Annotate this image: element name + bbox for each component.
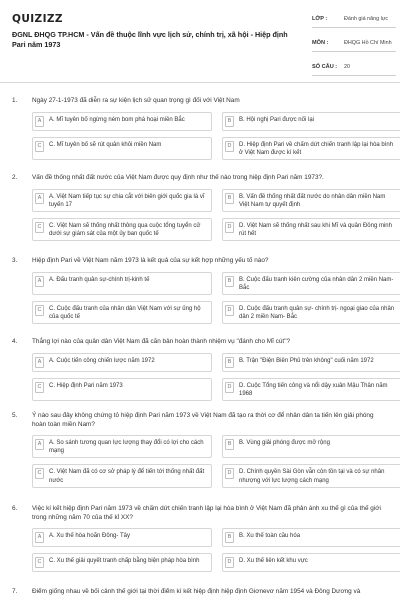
question-number: 6. [12,505,18,512]
question-count-field [312,64,396,76]
divider [312,51,396,52]
question-text: Điểm giống nhau về bối cảnh thế giới tại thời điểm kí kết hiệp định hiệp định Giơnevơ năm 1954 và Đông Dương và [32,588,361,595]
subject-field [312,40,396,52]
option-letter: B [225,116,234,127]
question-6 [12,505,388,572]
option-letter: D [225,305,234,316]
question-number: 1. [12,97,18,104]
divider [312,75,396,76]
question-2 [12,174,392,241]
option-text: D. Xu thế liên kết khu vực [239,558,308,565]
option-text: A. Mĩ tuyên bố ngừng ném bom phá hoại miền Bắc [49,116,185,123]
option-letter: D [225,222,234,233]
question-text: Việc kí kết hiệp định Pari năm 1973 về chấm dứt chiến tranh lập lại hòa bình ở Việt Nam đã phản ánh xu thế gì của thế giới trong những năm 70 của thế kỉ XX? [32,505,381,521]
answer-option-a[interactable] [32,112,212,131]
question-text: Thắng lợi nào của quân dân Việt Nam đã căn bản hoàn thành nhiệm vụ "đánh cho Mĩ cút"? [32,338,291,345]
option-letter: A [35,193,44,204]
question-number: 2. [12,174,18,181]
answer-option-b[interactable] [222,353,400,372]
option-letter: C [35,468,44,479]
option-text: D. Cuộc đấu tranh quân sự- chính trị- ngoại giao của nhân dân 2 miền Nam- Bắc [239,305,395,320]
option-letter: B [225,532,234,543]
question-text: Ý nào sau đây không chứng tỏ hiệp định Pari năm 1973 về Việt Nam đã tạo ra thời cơ để nhân dân ta tiến lên giải phóng hoàn toàn miền Nam? [32,412,374,428]
option-text: B. Xu thế toàn cầu hóa [239,533,301,540]
class-field [312,16,396,28]
answer-option-d[interactable] [222,137,400,160]
option-text: C. Việt Nam sẽ thống nhất thông qua cuộc tổng tuyển cử dưới sự giám sát của một ủy ban quốc tế [49,222,201,237]
answer-options [32,112,394,160]
question-5 [12,412,388,488]
answer-option-d[interactable] [222,464,400,487]
answer-option-a[interactable] [32,189,212,212]
answer-options [32,189,392,241]
question-number: 7. [12,588,18,595]
option-text: C. Xu thế giải quyết tranh chấp bằng biện pháp hòa bình [49,558,200,565]
option-letter: B [225,439,234,450]
class-label: LỚP : [312,16,328,22]
option-text: D. Việt Nam sẽ thống nhất sau khi Mĩ và quân Đồng minh rút hết [239,222,392,237]
option-text: D. Hiệp định Pari về chấm dứt chiến tranh lập lại hòa bình ở Việt Nam được kí kết [239,141,394,156]
question-1 [12,97,394,160]
question-4 [12,338,388,401]
answer-option-c[interactable] [32,137,212,160]
answer-option-d[interactable] [222,301,400,324]
option-letter: D [225,468,234,479]
answer-option-a[interactable] [32,272,212,295]
option-letter: C [35,557,44,568]
answer-option-a[interactable] [32,435,212,458]
question-number: 3. [12,257,18,264]
option-letter: B [225,357,234,368]
answer-options [32,435,388,487]
question-text: Ngày 27-1-1973 đã diễn ra sự kiện lịch sử quan trọng gì đối với Việt Nam [32,97,240,104]
option-text: C. Việt Nam đã có cơ sở pháp lý để tiến tới thống nhất đất nước [49,469,205,484]
answer-option-b[interactable] [222,435,400,458]
option-text: D. Chính quyền Sài Gòn vẫn còn tồn tại và có sự nhân nhượng với lực lượng cách mạng [239,469,385,484]
subject-value: ĐHQG Hồ Chí Minh [344,40,392,46]
answer-option-b[interactable] [222,528,400,547]
question-text: Hiệp định Pari về Việt Nam năm 1973 là kết quả của sự kết hợp những yếu tố nào? [32,257,269,264]
option-letter: C [35,382,44,393]
answer-option-b[interactable] [222,189,400,212]
option-text: B. Vùng giải phóng được mở rộng [239,440,330,447]
option-letter: D [225,382,234,393]
answer-option-d[interactable] [222,218,400,241]
divider [312,27,396,28]
quizizz-logo: QUIZIZZ [12,13,63,25]
option-text: D. Cuộc Tổng tiến công và nổi dậy xuân Mậu Thân năm 1968 [239,382,388,397]
question-3 [12,257,395,324]
answer-option-c[interactable] [32,378,212,401]
answer-option-d[interactable] [222,553,400,572]
answer-option-a[interactable] [32,528,212,547]
option-letter: C [35,305,44,316]
answer-options [32,353,388,401]
option-letter: B [225,276,234,287]
option-text: A. Cuộc tiến công chiến lược năm 1972 [49,357,155,364]
option-letter: A [35,276,44,287]
answer-option-b[interactable] [222,112,400,131]
answer-options [32,272,395,324]
option-text: C. Cuộc đấu tranh của nhân dân Việt Nam với sự ủng hộ của quốc tế [49,305,201,320]
answer-option-d[interactable] [222,378,400,401]
question-number: 4. [12,338,18,345]
option-letter: D [225,557,234,568]
option-letter: D [225,141,234,152]
option-text: A. Việt Nam tiếp tục sự chia cắt với biên giới quốc gia là vĩ tuyến 17 [49,193,205,208]
answer-option-c[interactable] [32,553,212,572]
option-text: C. Hiệp định Pari năm 1973 [49,382,123,389]
question-text: Vấn đề thống nhất đất nước của Việt Nam được quy định như thế nào trong hiệp định Pari năm 1973?. [32,174,324,181]
option-text: B. Cuộc đấu tranh kiên cường của nhân dân 2 miền Nam- Bắc [239,276,394,291]
option-text: B. Trận "Điện Biên Phủ trên không" cuối năm 1972 [239,357,374,364]
option-letter: A [35,439,44,450]
question-number: 5. [12,412,18,419]
option-letter: C [35,141,44,152]
page-title: ĐGNL ĐHQG TP.HCM - Vấn đề thuộc lĩnh vực lịch sử, chính trị, xã hội - Hiệp định Pari năm 1973 [12,30,288,49]
answer-options [32,528,388,572]
answer-option-c[interactable] [32,464,212,487]
option-text: B. Hội nghị Pari được nối lại [239,116,314,123]
option-letter: A [35,532,44,543]
option-letter: A [35,116,44,127]
count-label: SỐ CÂU : [312,64,338,70]
option-text: B. Vấn đề thống nhất đất nước do nhân dân miền Nam Việt Nam tự quyết định [239,193,386,208]
header-divider [0,82,400,83]
subject-label: MÔN : [312,40,329,46]
answer-option-b[interactable] [222,272,400,295]
option-letter: A [35,357,44,368]
option-text: A. Đấu tranh quân sự-chính trị-kinh tế [49,276,150,283]
option-letter: B [225,193,234,204]
answer-option-a[interactable] [32,353,212,372]
option-text: A. So sánh tương quan lực lượng thay đổi có lợi cho cách mạng [49,440,204,455]
option-letter: C [35,222,44,233]
class-value: Đánh giá năng lực [344,16,389,22]
answer-option-c[interactable] [32,218,212,241]
option-text: C. Mĩ tuyên bố sẽ rút quân khỏi miền Nam [49,141,162,148]
question-7 [12,588,388,597]
answer-option-c[interactable] [32,301,212,324]
option-text: A. Xu thế hòa hoãn Đông- Tây [49,533,130,540]
count-value: 20 [344,64,350,70]
